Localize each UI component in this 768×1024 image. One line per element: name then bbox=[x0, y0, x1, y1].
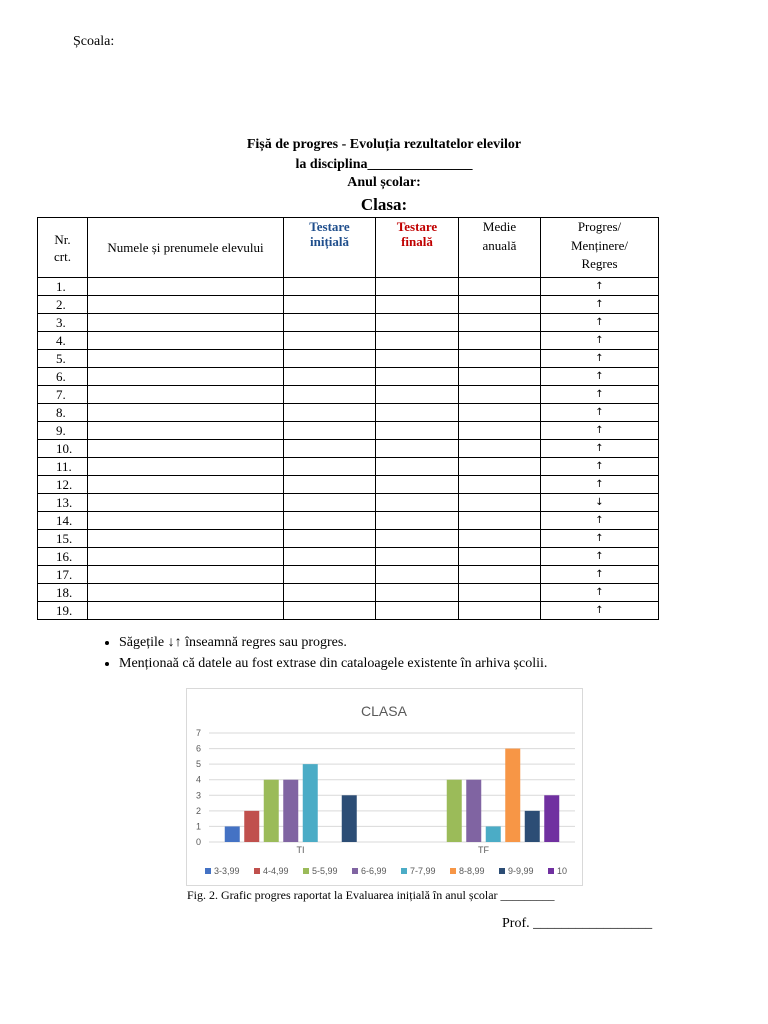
row-number: 18. bbox=[38, 584, 88, 602]
legend-label: 6-6,99 bbox=[361, 866, 387, 876]
student-name-cell bbox=[88, 332, 284, 350]
discipline-line: la disciplina_______________ bbox=[295, 157, 473, 172]
professor-signature-line: Prof. _________________ bbox=[502, 916, 653, 931]
annual-average-cell bbox=[459, 512, 541, 530]
legend-label: 9-9,99 bbox=[508, 866, 534, 876]
initial-test-cell bbox=[284, 332, 376, 350]
progress-table bbox=[37, 217, 659, 620]
school-year-line: Anul școlar: bbox=[347, 175, 421, 190]
final-test-cell bbox=[376, 350, 459, 368]
final-test-cell bbox=[376, 368, 459, 386]
y-tick-label: 0 bbox=[195, 837, 201, 847]
initial-test-cell bbox=[284, 458, 376, 476]
y-tick-label: 3 bbox=[195, 790, 201, 801]
table-row bbox=[38, 296, 659, 314]
final-test-cell bbox=[376, 314, 459, 332]
row-number: 9. bbox=[38, 422, 88, 440]
bar-TI-6 bbox=[342, 795, 357, 842]
student-name-cell bbox=[88, 368, 284, 386]
legend-swatch bbox=[352, 868, 358, 874]
table-row bbox=[38, 548, 659, 566]
final-test-cell bbox=[376, 440, 459, 458]
progress-arrow: ↑ bbox=[541, 314, 659, 332]
y-tick-label: 1 bbox=[195, 821, 201, 832]
y-tick-label: 4 bbox=[195, 774, 201, 785]
chart-title: CLASA bbox=[361, 703, 407, 719]
row-number: 2. bbox=[38, 296, 88, 314]
row-number: 4. bbox=[38, 332, 88, 350]
final-test-cell bbox=[376, 404, 459, 422]
student-name-cell bbox=[88, 548, 284, 566]
table-row bbox=[38, 458, 659, 476]
legend-swatch bbox=[205, 868, 211, 874]
initial-test-cell bbox=[284, 494, 376, 512]
table-row bbox=[38, 476, 659, 494]
row-number: 6. bbox=[38, 368, 88, 386]
table-header-row bbox=[38, 218, 659, 278]
progress-arrow: ↑ bbox=[541, 278, 659, 296]
header-progress bbox=[541, 218, 659, 278]
initial-test-cell bbox=[284, 548, 376, 566]
bar-TI-3 bbox=[283, 780, 298, 842]
bar-TF-6 bbox=[525, 811, 540, 842]
row-number: 13. bbox=[38, 494, 88, 512]
header-final-test bbox=[376, 218, 459, 278]
initial-test-cell bbox=[284, 350, 376, 368]
final-test-cell bbox=[376, 422, 459, 440]
header-initial-line2: inițială bbox=[309, 234, 349, 249]
header-name-text: Numele și prenumele elevului bbox=[107, 240, 264, 255]
legend-swatch bbox=[254, 868, 260, 874]
y-tick-label: 2 bbox=[195, 805, 201, 816]
bar-TF-5 bbox=[505, 749, 520, 842]
initial-test-cell bbox=[284, 476, 376, 494]
header-initial-test bbox=[284, 218, 376, 278]
annual-average-cell bbox=[459, 548, 541, 566]
header-initial-line1: Testare bbox=[309, 219, 350, 234]
x-tick-label: TF bbox=[478, 845, 489, 855]
legend-label: 8-8,99 bbox=[459, 866, 485, 876]
y-tick-label: 5 bbox=[195, 759, 201, 770]
header-final-line1: Testare bbox=[396, 219, 438, 234]
school-label: Școala: bbox=[73, 34, 115, 49]
student-name-cell bbox=[88, 494, 284, 512]
student-name-cell bbox=[88, 350, 284, 368]
bar-TI-0 bbox=[225, 826, 240, 842]
final-test-cell bbox=[376, 278, 459, 296]
final-test-cell bbox=[376, 332, 459, 350]
progress-arrow: ↑ bbox=[541, 584, 659, 602]
student-name-cell bbox=[88, 386, 284, 404]
table-row bbox=[38, 530, 659, 548]
header-medie-line1: Medie bbox=[482, 219, 517, 234]
y-tick-label: 7 bbox=[195, 728, 201, 738]
progress-arrow: ↑ bbox=[541, 476, 659, 494]
initial-test-cell bbox=[284, 314, 376, 332]
final-test-cell bbox=[376, 530, 459, 548]
bar-TF-3 bbox=[466, 780, 481, 842]
row-number: 19. bbox=[38, 602, 88, 620]
bar-chart bbox=[187, 689, 582, 885]
header-progres-line1: Progres/ bbox=[577, 219, 622, 234]
header-final-line2: finală bbox=[401, 234, 433, 249]
note-item: • Menționaă că datele au fost extrase din cataloagele existente în arhiva școlii. bbox=[119, 653, 547, 674]
initial-test-cell bbox=[284, 296, 376, 314]
student-name-cell bbox=[88, 476, 284, 494]
legend-label: 7-7,99 bbox=[410, 866, 436, 876]
table-row bbox=[38, 440, 659, 458]
progress-arrow: ↓ bbox=[541, 494, 659, 512]
initial-test-cell bbox=[284, 530, 376, 548]
row-number: 15. bbox=[38, 530, 88, 548]
progress-arrow: ↑ bbox=[541, 350, 659, 368]
progress-arrow: ↑ bbox=[541, 440, 659, 458]
legend-label: 10 bbox=[557, 866, 568, 876]
header-annual-average bbox=[459, 218, 541, 278]
annual-average-cell bbox=[459, 332, 541, 350]
row-number: 11. bbox=[38, 458, 88, 476]
progress-arrow: ↑ bbox=[541, 530, 659, 548]
annual-average-cell bbox=[459, 386, 541, 404]
student-name-cell bbox=[88, 422, 284, 440]
y-tick-label: 6 bbox=[195, 743, 201, 754]
bar-TF-7 bbox=[544, 795, 559, 842]
bar-TI-2 bbox=[264, 780, 279, 842]
student-name-cell bbox=[88, 584, 284, 602]
row-number: 3. bbox=[38, 314, 88, 332]
table-row bbox=[38, 404, 659, 422]
header-progres-line3: Regres bbox=[581, 256, 618, 271]
annual-average-cell bbox=[459, 530, 541, 548]
row-number: 5. bbox=[38, 350, 88, 368]
annual-average-cell bbox=[459, 602, 541, 620]
legend-label: 4-4,99 bbox=[263, 866, 289, 876]
chart-container bbox=[186, 688, 583, 886]
header-medie-line2: anuală bbox=[482, 238, 517, 253]
annual-average-cell bbox=[459, 566, 541, 584]
progress-arrow: ↑ bbox=[541, 296, 659, 314]
annual-average-cell bbox=[459, 494, 541, 512]
final-test-cell bbox=[376, 296, 459, 314]
final-test-cell bbox=[376, 566, 459, 584]
student-name-cell bbox=[88, 404, 284, 422]
initial-test-cell bbox=[284, 386, 376, 404]
final-test-cell bbox=[376, 494, 459, 512]
legend-label: 5-5,99 bbox=[312, 866, 338, 876]
table-row bbox=[38, 350, 659, 368]
notes-list bbox=[88, 632, 547, 674]
progress-arrow: ↑ bbox=[541, 368, 659, 386]
row-number: 14. bbox=[38, 512, 88, 530]
annual-average-cell bbox=[459, 458, 541, 476]
table-row bbox=[38, 512, 659, 530]
figure-caption: Fig. 2. Grafic progres raportat la Evaluarea inițială în anul școlar _________ bbox=[187, 888, 555, 902]
row-number: 1. bbox=[38, 278, 88, 296]
initial-test-cell bbox=[284, 602, 376, 620]
legend-swatch bbox=[303, 868, 309, 874]
initial-test-cell bbox=[284, 368, 376, 386]
student-name-cell bbox=[88, 458, 284, 476]
final-test-cell bbox=[376, 602, 459, 620]
header-name bbox=[88, 218, 284, 278]
student-name-cell bbox=[88, 314, 284, 332]
student-name-cell bbox=[88, 566, 284, 584]
progress-arrow: ↑ bbox=[541, 548, 659, 566]
annual-average-cell bbox=[459, 314, 541, 332]
final-test-cell bbox=[376, 512, 459, 530]
table-row bbox=[38, 332, 659, 350]
annual-average-cell bbox=[459, 476, 541, 494]
annual-average-cell bbox=[459, 368, 541, 386]
row-number: 12. bbox=[38, 476, 88, 494]
header-progres-line2: Menținere/ bbox=[570, 238, 629, 253]
annual-average-cell bbox=[459, 584, 541, 602]
progress-arrow: ↑ bbox=[541, 512, 659, 530]
table-row bbox=[38, 278, 659, 296]
progress-arrow: ↑ bbox=[541, 458, 659, 476]
table-row bbox=[38, 422, 659, 440]
initial-test-cell bbox=[284, 278, 376, 296]
initial-test-cell bbox=[284, 440, 376, 458]
student-name-cell bbox=[88, 440, 284, 458]
legend-label: 3-3,99 bbox=[214, 866, 240, 876]
row-number: 17. bbox=[38, 566, 88, 584]
table-row bbox=[38, 566, 659, 584]
annual-average-cell bbox=[459, 350, 541, 368]
annual-average-cell bbox=[459, 278, 541, 296]
final-test-cell bbox=[376, 548, 459, 566]
class-line: Clasa: bbox=[360, 195, 408, 214]
bar-TF-4 bbox=[486, 826, 501, 842]
bar-TI-1 bbox=[244, 811, 259, 842]
student-name-cell bbox=[88, 278, 284, 296]
row-number: 10. bbox=[38, 440, 88, 458]
bar-TI-4 bbox=[303, 764, 318, 842]
row-number: 7. bbox=[38, 386, 88, 404]
progress-arrow: ↑ bbox=[541, 404, 659, 422]
legend-swatch bbox=[401, 868, 407, 874]
header-nr-line1: Nr. bbox=[54, 231, 71, 247]
annual-average-cell bbox=[459, 296, 541, 314]
progress-arrow: ↑ bbox=[541, 332, 659, 350]
annual-average-cell bbox=[459, 422, 541, 440]
x-tick-label: TI bbox=[296, 845, 305, 855]
table-row bbox=[38, 602, 659, 620]
final-test-cell bbox=[376, 458, 459, 476]
header-nr bbox=[38, 218, 88, 278]
annual-average-cell bbox=[459, 404, 541, 422]
legend-swatch bbox=[548, 868, 554, 874]
initial-test-cell bbox=[284, 512, 376, 530]
table-row bbox=[38, 314, 659, 332]
student-name-cell bbox=[88, 512, 284, 530]
bar-TF-2 bbox=[447, 780, 462, 842]
annual-average-cell bbox=[459, 440, 541, 458]
table-row bbox=[38, 368, 659, 386]
table-row bbox=[38, 386, 659, 404]
table-row bbox=[38, 584, 659, 602]
initial-test-cell bbox=[284, 422, 376, 440]
initial-test-cell bbox=[284, 584, 376, 602]
row-number: 16. bbox=[38, 548, 88, 566]
header-nr-line2: crt. bbox=[54, 248, 71, 264]
legend-swatch bbox=[499, 868, 505, 874]
final-test-cell bbox=[376, 584, 459, 602]
student-name-cell bbox=[88, 530, 284, 548]
final-test-cell bbox=[376, 386, 459, 404]
progress-arrow: ↑ bbox=[541, 566, 659, 584]
note-item: • Săgețile ↓↑ înseamnă regres sau progres. bbox=[119, 632, 547, 653]
row-number: 8. bbox=[38, 404, 88, 422]
initial-test-cell bbox=[284, 566, 376, 584]
progress-arrow: ↑ bbox=[541, 422, 659, 440]
progress-arrow: ↑ bbox=[541, 602, 659, 620]
table-row bbox=[38, 494, 659, 512]
initial-test-cell bbox=[284, 404, 376, 422]
student-name-cell bbox=[88, 296, 284, 314]
student-name-cell bbox=[88, 602, 284, 620]
page-title: Fișă de progres - Evoluția rezultatelor elevilor bbox=[246, 137, 522, 152]
legend-swatch bbox=[450, 868, 456, 874]
final-test-cell bbox=[376, 476, 459, 494]
progress-arrow: ↑ bbox=[541, 386, 659, 404]
